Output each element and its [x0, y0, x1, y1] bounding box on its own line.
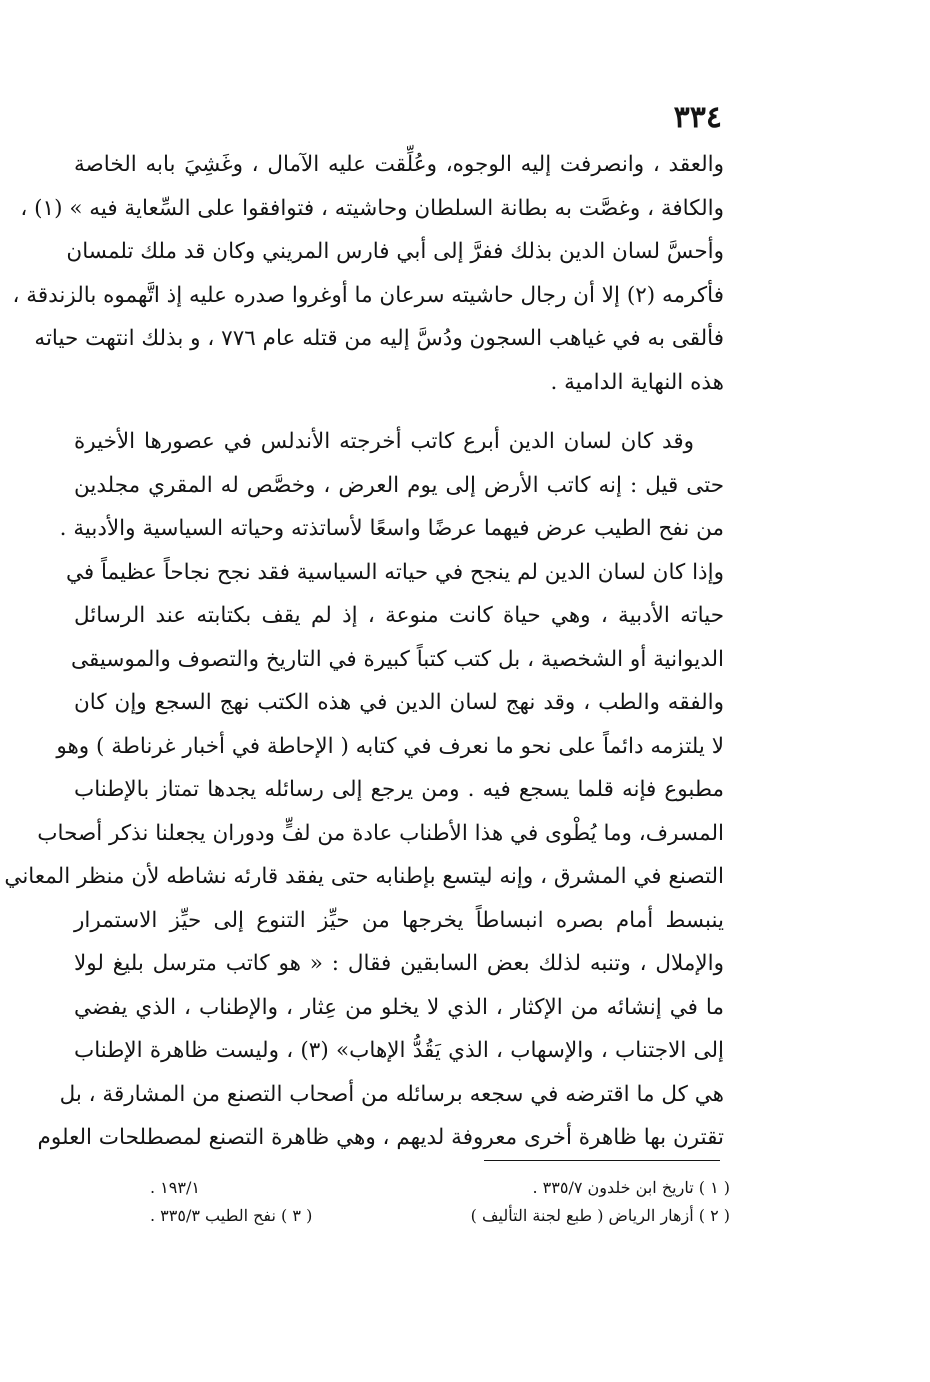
- text-line: ينبسط أمام بصره انبساطاً يخرجها من حيِّز التنوع إلى حيِّز الاستمرار: [74, 907, 724, 933]
- text-line: المسرف، وما يُطْوى في هذا الأطناب عادة من لفٍّ ودوران يجعلنا نذكر أصحاب: [37, 820, 724, 846]
- text-line: تقترن بها ظاهرة أخرى معروفة لديهم ، وهي ظاهرة التصنع لمصطلحات العلوم: [37, 1125, 724, 1150]
- text-line: وقد كان لسان الدين أبرع كاتب أخرجته الأندلس في عصورها الأخيرة: [74, 429, 694, 454]
- text-line: لا يلتزمه دائماً على نحو ما نعرف في كتابه ( الإحاطة في أخبار غرناطة ) وهو: [56, 733, 724, 759]
- text-line: فألقى به في غياهب السجون ودُسَّ إليه من قتله عام ٧٧٦ ، و بذلك انتهت حياته: [34, 326, 724, 351]
- text-line: حتى قيل : إنه كاتب الأرض إلى يوم العرض ، وخصَّص له المقري مجلدين: [74, 472, 724, 498]
- paragraph-2: [4, 420, 724, 1160]
- page-number: ٣٣٤: [673, 100, 722, 135]
- footnote-1: ( ١ ) تاريخ ابن خلدون ٣٣٥/٧ .: [532, 1178, 730, 1197]
- text-line: إلى الاجتناب ، والإسهاب ، الذي يَقُدُّ الإهاب» (٣) ، وليست ظاهرة الإطناب: [74, 1038, 724, 1063]
- text-line: ما في إنشائه من الإكثار ، الذي لا يخلو من عِثار ، والإطناب ، الذي يفضي: [74, 994, 724, 1020]
- text-line: والعقد ، وانصرفت إليه الوجوه، وعُلِّقت عليه الآمال ، وغَشِيَ بابه الخاصة: [74, 152, 724, 177]
- text-line: حياته الأدبية ، وهي حياة كانت منوعة ، إذ لم يقف بكتابته عند الرسائل: [74, 603, 724, 628]
- text-line: والإملال ، وتنبه لذلك بعض السابقين فقال : « هو كاتب مترسل بليغ لولا: [74, 951, 724, 976]
- text-line: والفقه والطب ، وقد نهج لسان الدين في هذه الكتب نهج السجع وإن كان: [74, 690, 724, 715]
- text-line: وأحسَّ لسان الدين بذلك ففرَّ إلى أبي فارس المريني وكان قد ملك تلمسان: [66, 239, 724, 264]
- footnote-3: ( ٣ ) نفح الطيب ٣٣٥/٣ .: [150, 1206, 313, 1225]
- paragraph-1: [12, 143, 724, 404]
- text-line: مطبوع فإنه قلما يسجع فيه . ومن يرجع إلى رسائله يجدها تمتاز بالإطناب: [74, 777, 724, 802]
- footnote-row: [150, 1174, 730, 1202]
- body-text: [4, 143, 724, 1160]
- footnote-row: [150, 1202, 730, 1230]
- text-line: فأكرمه (٢) إلا أن رجال حاشيته سرعان ما أوغروا صدره عليه إذ اتَّهموه بالزندقة ،: [12, 282, 724, 308]
- text-line: الديوانية أو الشخصية ، بل كتب كتباً كبيرة في التاريخ والتصوف والموسيقى: [71, 646, 724, 672]
- footnote-2: ( ٢ ) أزهار الرياض ( طبع لجنة التأليف ): [470, 1206, 730, 1225]
- text-line: هي كل ما اقترضه في سجعه برسائله من أصحاب التصنع من المشارقة ، بل: [59, 1081, 724, 1107]
- footnotes: [150, 1174, 730, 1230]
- footnote-divider: [484, 1160, 720, 1161]
- text-line: هذه النهاية الدامية .: [550, 369, 724, 395]
- text-line: والكافة ، وغصَّت به بطانة السلطان وحاشيته ، فتوافقوا على السِّعاية فيه » (١) ،: [20, 195, 724, 221]
- text-line: من نفح الطيب عرض فيهما عرضًا واسعًا لأساتذته وحياته السياسية والأدبية .: [59, 516, 724, 541]
- footnote-1-page: ١٩٣/١ .: [150, 1178, 200, 1197]
- text-line: التصنع في المشرق ، وإنه ليتسع بإطنابه حتى يفقد قارئه نشاطه لأن منظر المعاني: [4, 864, 724, 889]
- text-line: وإذا كان لسان الدين لم ينجح في حياته السياسية فقد نجح نجاحاً عظيماً في: [65, 559, 724, 585]
